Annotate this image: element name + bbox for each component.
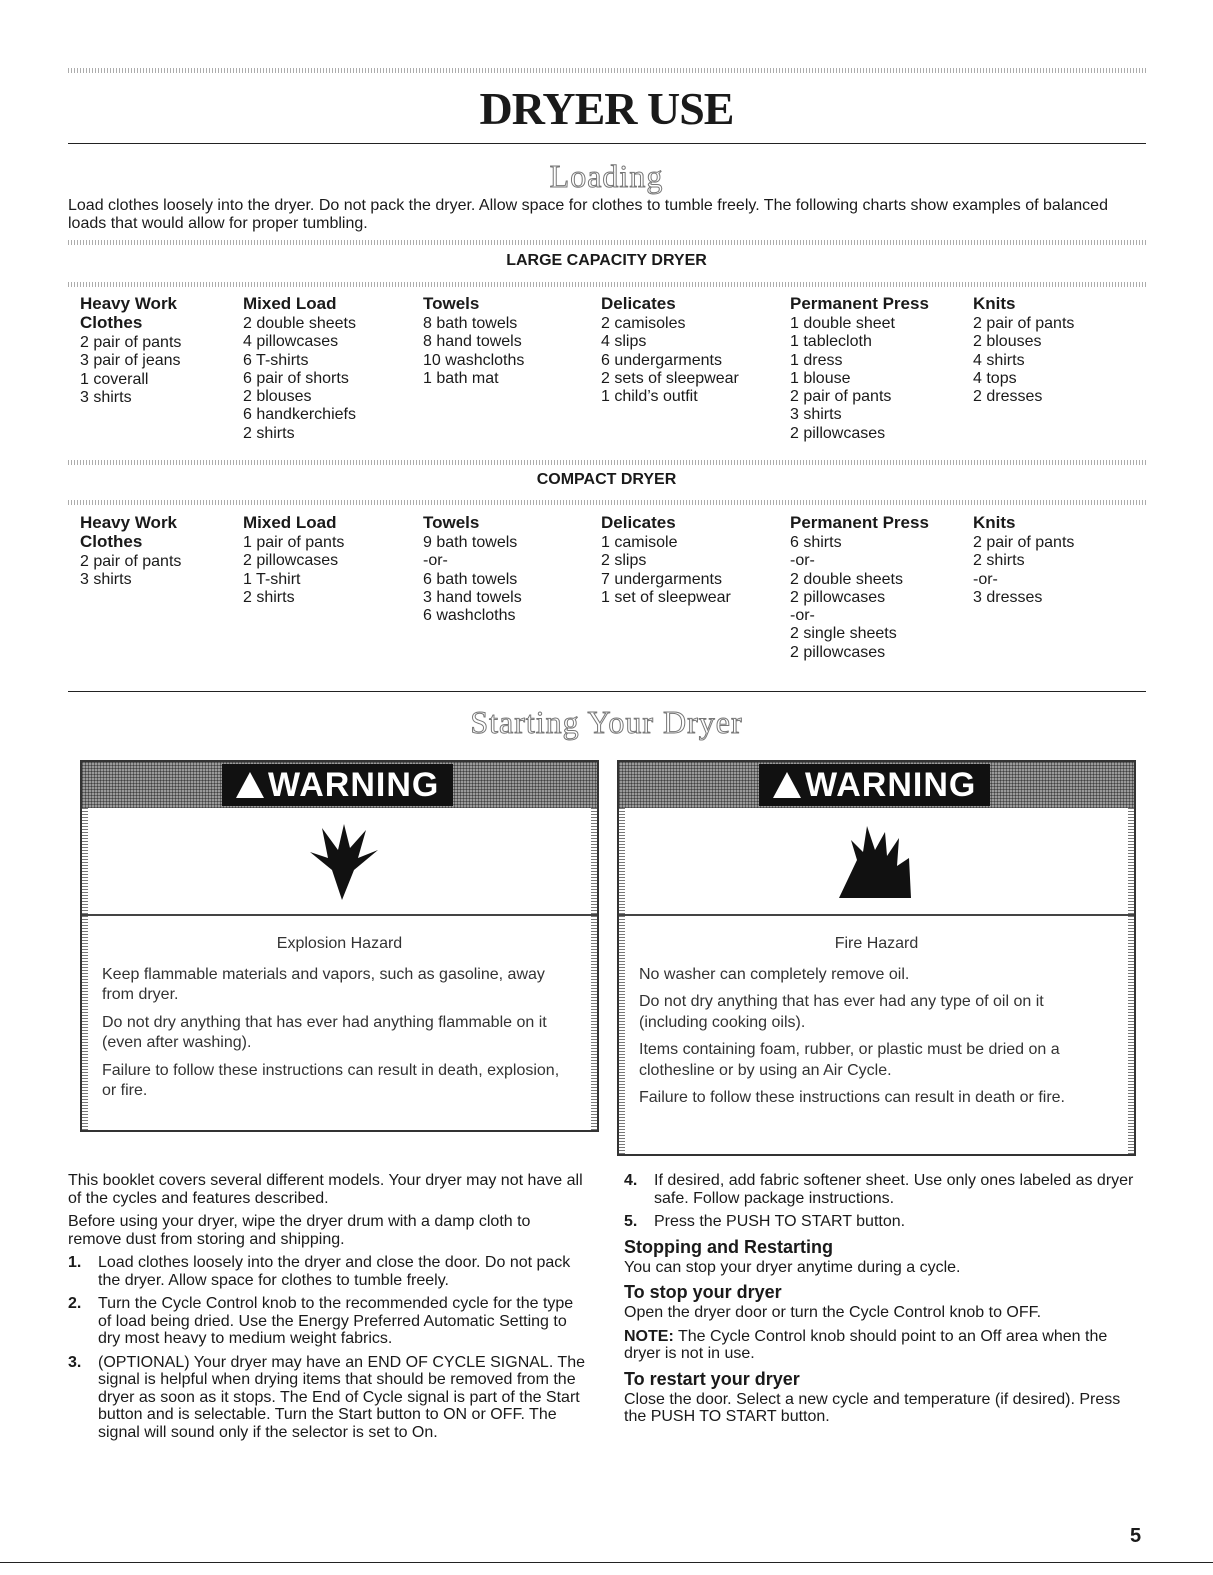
- load-item: 2 camisoles: [601, 315, 686, 332]
- load-item: 6 handkerchiefs: [243, 406, 356, 424]
- load-column: [80, 294, 230, 407]
- load-column: [790, 294, 965, 443]
- load-item: 2 double sheets: [243, 315, 356, 332]
- warning-divider: [82, 914, 597, 916]
- load-item: 10 washcloths: [423, 351, 525, 369]
- column-header: Heavy Work Clothes: [80, 294, 178, 332]
- load-item: 3 hand towels: [423, 588, 522, 606]
- warning-line: Failure to follow these instructions can result in death or fire.: [639, 1089, 1065, 1106]
- column-header: Delicates: [601, 513, 676, 532]
- load-item: 1 pair of pants: [243, 534, 345, 551]
- warning-box-fire: [617, 760, 1136, 1156]
- section-rule: [68, 691, 1146, 692]
- load-column: [973, 513, 1148, 607]
- warning-line: Do not dry anything that has ever had anything flammable on it (even after washing).: [102, 1013, 547, 1051]
- warning-line: No washer can completely remove oil.: [639, 965, 910, 983]
- left-text-column: [68, 1172, 588, 1447]
- load-item: 1 dress: [790, 351, 843, 369]
- column-header: Permanent Press: [790, 294, 929, 313]
- load-item: -or-: [973, 570, 998, 588]
- large-table-top-rule: [68, 240, 1146, 245]
- warning-line: Do not dry anything that has ever had any type of oil on it (including cooking oils).: [639, 993, 1044, 1031]
- column-header: Knits: [973, 513, 1016, 532]
- hazard-title: Explosion Hazard: [276, 935, 403, 952]
- starting-heading: Starting Your Dryer: [470, 704, 743, 740]
- load-item: -or-: [790, 552, 815, 570]
- load-item: 6 shirts: [790, 534, 842, 551]
- load-item: 2 single sheets: [790, 625, 897, 643]
- warning-box-explosion: [80, 760, 599, 1132]
- load-item: 8 hand towels: [423, 333, 522, 351]
- load-item: 4 slips: [601, 333, 647, 351]
- load-item: 6 bath towels: [423, 570, 518, 588]
- column-header: Permanent Press: [790, 513, 929, 532]
- intro-paragraph: This booklet covers several different models. Your dryer may not have all of the cycles and features described.: [68, 1172, 583, 1207]
- step-item: 5. Press the PUSH TO START button.: [624, 1213, 906, 1230]
- load-item: 2 shirts: [973, 552, 1025, 570]
- step-item: 3. (OPTIONAL) Your dryer may have an END OF CYCLE SIGNAL. The signal is helpful when drying items that should be removed from the dryer as soon as it stops. The End of Cycle signal is part of the Start button and is selectable. Turn the Start button to ON or OFF. The signal will sound only if the selector is set to On.: [68, 1353, 585, 1441]
- load-item: 1 blouse: [790, 369, 851, 387]
- load-column: [601, 513, 776, 607]
- page-title: DRYER USE: [479, 83, 734, 134]
- load-item: 6 undergarments: [601, 351, 722, 369]
- load-column: [243, 513, 418, 607]
- load-item: 7 undergarments: [601, 570, 722, 588]
- load-item: 2 pillowcases: [790, 643, 886, 661]
- load-item: 1 bath mat: [423, 369, 499, 387]
- load-item: 2 dresses: [973, 388, 1043, 406]
- loading-intro: Load clothes loosely into the dryer. Do not pack the dryer. Allow space for clothes to tumble freely. The following charts show examples of balanced loads that would allow for proper tumbling.: [68, 197, 1108, 232]
- compact-table-top-rule: [68, 460, 1146, 465]
- load-item: 4 tops: [973, 369, 1017, 387]
- load-item: 3 shirts: [80, 388, 132, 406]
- loading-heading: Loading: [549, 158, 664, 194]
- large-table-header-rule: [68, 282, 1146, 287]
- page-number: 5: [1130, 1525, 1142, 1547]
- load-item: 1 camisole: [601, 534, 678, 551]
- load-item: 1 T-shirt: [243, 570, 301, 588]
- load-column: [973, 294, 1148, 406]
- load-item: -or-: [790, 607, 815, 625]
- load-item: 2 pair of pants: [80, 334, 182, 351]
- load-item: 3 pair of jeans: [80, 352, 181, 370]
- load-item: 6 T-shirts: [243, 351, 309, 369]
- load-column: [790, 513, 965, 662]
- load-item: 2 pair of pants: [973, 534, 1075, 551]
- stopping-text: You can stop your dryer anytime during a cycle.: [624, 1258, 961, 1276]
- load-item: 2 pillowcases: [243, 552, 339, 570]
- load-item: 2 blouses: [243, 388, 312, 406]
- load-column: [423, 294, 598, 388]
- load-item: 2 double sheets: [790, 570, 903, 588]
- load-item: 1 child’s outfit: [601, 388, 698, 406]
- compact-table-header-rule: [68, 500, 1146, 505]
- top-dotted-rule: [68, 68, 1146, 73]
- compact-table-title: COMPACT DRYER: [536, 471, 677, 488]
- column-header: Towels: [423, 294, 480, 313]
- title-rule: [68, 143, 1146, 144]
- load-item: 6 pair of shorts: [243, 369, 349, 387]
- load-item: 1 coverall: [80, 370, 149, 388]
- fire-icon: [829, 820, 919, 900]
- load-item: 4 pillowcases: [243, 333, 339, 351]
- load-item: 1 double sheet: [790, 315, 895, 332]
- warning-triangle-icon: [236, 772, 264, 798]
- explosion-icon: [302, 822, 382, 902]
- load-item: -or-: [423, 552, 448, 570]
- restart-heading: To restart your dryer: [624, 1368, 800, 1389]
- load-column: [243, 294, 418, 443]
- load-item: 2 pair of pants: [790, 388, 892, 406]
- load-item: 9 bath towels: [423, 534, 518, 551]
- warning-line: Failure to follow these instructions can result in death, explosion, or fire.: [102, 1061, 560, 1099]
- large-table-title: LARGE CAPACITY DRYER: [506, 252, 707, 269]
- stop-heading: To stop your dryer: [624, 1282, 782, 1302]
- bottom-rule: [0, 1562, 1213, 1563]
- step-item: 2. Turn the Cycle Control knob to the recommended cycle for the type of load being dried. Use the Energy Preferred Automatic Setting to dry most heavy to medium weight fabrics.: [68, 1295, 574, 1347]
- load-item: 1 set of sleepwear: [601, 588, 731, 606]
- load-column: [80, 513, 230, 590]
- load-item: 2 pillowcases: [790, 424, 886, 442]
- load-item: 3 shirts: [790, 406, 842, 424]
- hazard-title: Fire Hazard: [834, 935, 919, 952]
- load-item: 2 shirts: [243, 588, 295, 606]
- right-text-column: [624, 1172, 1144, 1432]
- intro-paragraph: Before using your dryer, wipe the dryer drum with a damp cloth to remove dust from storing and shipping.: [68, 1213, 531, 1248]
- warning-body: [82, 934, 597, 1109]
- column-header: Mixed Load: [243, 513, 337, 532]
- load-column: [423, 513, 598, 625]
- load-item: 2 slips: [601, 552, 647, 570]
- column-header: Delicates: [601, 294, 676, 313]
- warning-label: WARNING: [222, 764, 453, 806]
- warning-body: [619, 934, 1134, 1116]
- load-item: 6 washcloths: [423, 607, 516, 625]
- restart-text: Close the door. Select a new cycle and temperature (if desired). Press the PUSH TO START button.: [624, 1390, 1121, 1425]
- stop-text: Open the dryer door or turn the Cycle Control knob to OFF.: [624, 1304, 1042, 1321]
- load-item: 2 shirts: [243, 424, 295, 442]
- warning-line: Keep flammable materials and vapors, such as gasoline, away from dryer.: [102, 965, 545, 1003]
- load-item: 3 shirts: [80, 571, 132, 589]
- load-item: 2 pillowcases: [790, 588, 886, 606]
- column-header: Towels: [423, 513, 480, 532]
- load-item: 2 pair of pants: [80, 553, 182, 570]
- load-item: 2 blouses: [973, 333, 1042, 351]
- note-text: NOTE: The Cycle Control knob should point to an Off area when the dryer is not in use.: [624, 1327, 1108, 1362]
- load-column: [601, 294, 776, 406]
- step-item: 1. Load clothes loosely into the dryer and close the door. Do not pack the dryer. Allow space for clothes to tumble freely.: [68, 1254, 571, 1289]
- warning-divider: [619, 914, 1134, 916]
- column-header: Knits: [973, 294, 1016, 313]
- load-item: 3 dresses: [973, 588, 1043, 606]
- stopping-heading: Stopping and Restarting: [624, 1236, 833, 1257]
- warning-triangle-icon: [773, 772, 801, 798]
- step-item: 4. If desired, add fabric softener sheet. Use only ones labeled as dryer safe. Follow package instructions.: [624, 1172, 1134, 1207]
- warning-label: WARNING: [759, 764, 990, 806]
- load-item: 2 sets of sleepwear: [601, 369, 739, 387]
- column-header: Heavy Work Clothes: [80, 513, 178, 551]
- warning-line: Items containing foam, rubber, or plastic must be dried on a clothesline or by using an Air Cycle.: [639, 1041, 1060, 1079]
- load-item: 1 tablecloth: [790, 333, 872, 351]
- load-item: 4 shirts: [973, 351, 1025, 369]
- column-header: Mixed Load: [243, 294, 337, 313]
- load-item: 2 pair of pants: [973, 315, 1075, 332]
- load-item: 8 bath towels: [423, 315, 518, 332]
